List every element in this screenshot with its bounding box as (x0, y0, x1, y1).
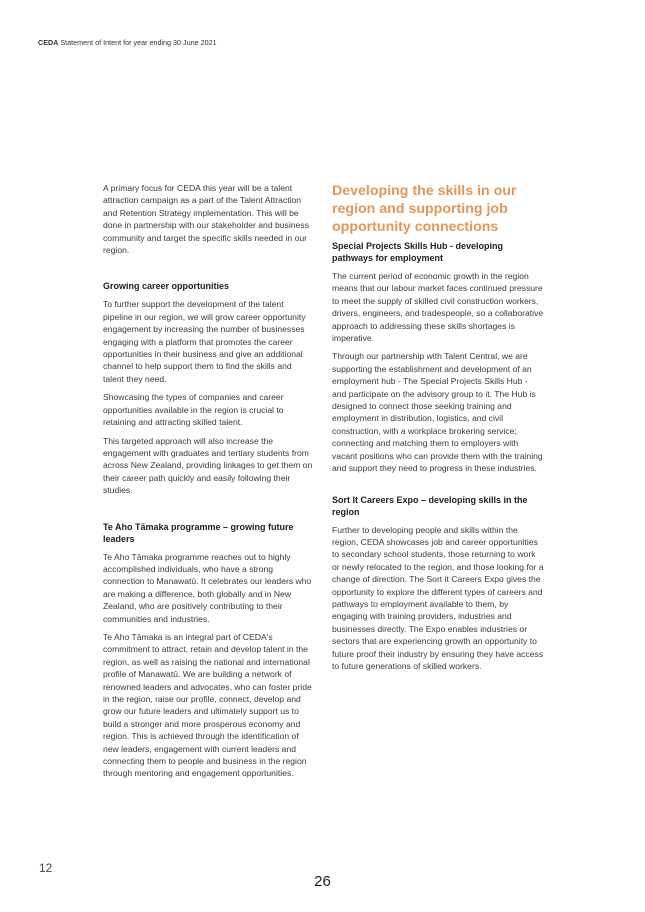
header-subtitle: Statement of Intent for year ending 30 June 2021 (60, 38, 217, 47)
growing-careers-paragraph-1: To further support the development of the talent pipeline in our region, we will grow career opportunity engagement by increasing the number of businesses engaging with a platform that promotes the career opportunities in their business and give an additional channel to help support them to find the skills and talent they need. (103, 299, 306, 384)
careers-expo-paragraph: Further to developing people and skills within the region, CEDA showcases job and career opportunities to secondary school students, those returning to work or newly relocated to the region, and those looking for a change of direction. The Sort it Careers Expo gives the opportunity to explore the different types of careers and pathways to employment available to them, by engaging with training providers, industries and businesses directly. The Expo enables industries or sectors that are experiencing growth an opportunity to future proof their industry by ensuring they have access to future generations of skilled workers. (332, 524, 544, 671)
careers-expo-heading: Sort It Careers Expo – developing skills in the region (332, 494, 528, 517)
growing-careers-paragraph-2: Showcasing the types of companies and career opportunities available in the region is crucial to retaining and attracting skilled talent. (103, 392, 284, 428)
section-title: Developing the skills in our region and supporting job opportunity connections (332, 183, 517, 235)
skills-hub-paragraph-2: Through our partnership with Talent Central, we are supporting the establishment and development of an employment hub - The Special Projects Skills Hub - and participate on the advisory group to it. The Hub is designed to connect those seeking training and employment in distribution, logistics, and civil construction, with a workplace brokering service; connecting and matching them to employers with vacant positions who can provide them with the training and support they need to progress in these industries. (332, 351, 543, 474)
intro-paragraph: A primary focus for CEDA this year will be a talent attraction campaign as a part of the Talent Attraction and Retention Strategy implementation. This will be done in partnership with our stakeholder and business community and target the specific skills needed in our region. (103, 183, 309, 256)
header-brand: CEDA (38, 38, 59, 47)
skills-hub-heading: Special Projects Skills Hub - developing pathways for employment (332, 241, 504, 263)
growing-careers-heading: Growing career opportunities (103, 281, 230, 292)
skills-hub-paragraph-1: The current period of economic growth in the region means that our labour market faces continued pressure to meet the supply of skilled civil construction workers, drivers, engineers, and tradespeople, so a collaborative approach to addressing these skills shortages is imperative. (332, 271, 544, 344)
growing-careers-paragraph-3: This targeted approach will also increase the engagement with graduates and tertiary students from across New Zealand, providing linkages to get them on their career path quickly and easily following their studies. (103, 435, 313, 496)
document-page-number: 12 (39, 861, 53, 875)
te-aho-tamaka-heading: Te Aho Tāmaka programme – growing future leaders (103, 521, 294, 544)
running-header (38, 38, 217, 47)
pdf-page-number: 26 (314, 873, 331, 890)
right-column (332, 182, 544, 678)
left-column (103, 182, 313, 786)
te-aho-tamaka-paragraph-2: Te Aho Tāmaka is an integral part of CEDA's commitment to attract, retain and develop talent in the region, as well as raising the national and international profile of Manawatū. We are building a network of renowned leaders and advocates, who can foster pride in the region, raise our profile, connect, develop and grow our future leaders and ultimately support us to build a stronger and more prosperous economy and region. This is achieved through the identification of new leaders, engagement with current leaders and connecting them to people and business in the region through mentoring and engagement opportunities. (103, 631, 312, 779)
te-aho-tamaka-paragraph-1: Te Aho Tāmaka programme reaches out to highly accomplished individuals, who have a strong connection to Manawatū. It celebrates our leaders who are making a difference, both globally and in New Zealand, who are positively contributing to their communities and industries. (103, 551, 312, 624)
